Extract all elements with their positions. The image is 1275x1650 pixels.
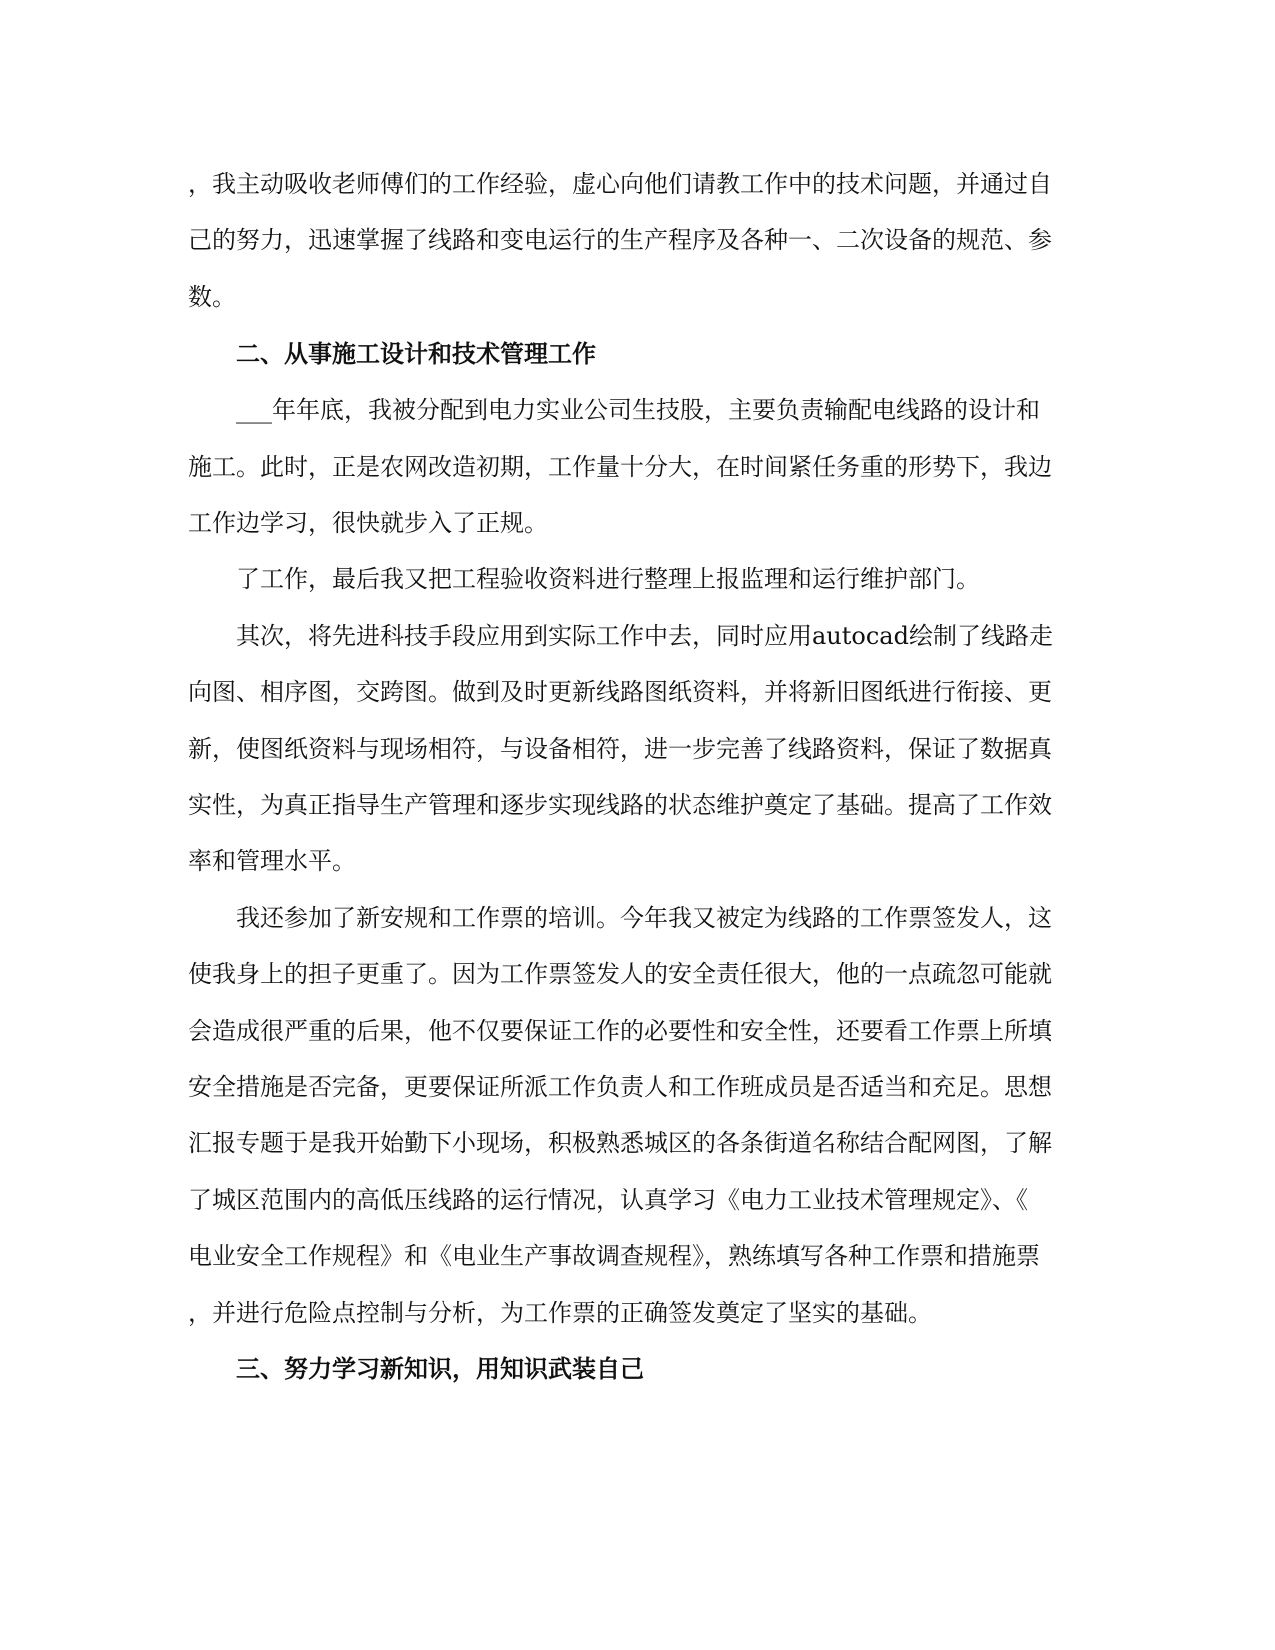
- text-line: 安全措施是否完备，更要保证所派工作负责人和工作班成员是否适当和充足。思想: [188, 1073, 1052, 1101]
- text-line: 向图、相序图，交跨图。做到及时更新线路图纸资料，并将新旧图纸进行衔接、更: [188, 678, 1052, 706]
- text-line: ___年年底，我被分配到电力实业公司生技股，主要负责输配电线路的设计和: [236, 396, 1040, 424]
- text-line: 使我身上的担子更重了。因为工作票签发人的安全责任很大，他的一点疏忽可能就: [188, 960, 1052, 988]
- text-line: 率和管理水平。: [188, 847, 356, 875]
- text-line: 施工。此时，正是农网改造初期，工作量十分大，在时间紧任务重的形势下，我边: [188, 453, 1052, 481]
- text-line: 己的努力，迅速掌握了线路和变电运行的生产程序及各种一、二次设备的规范、参: [188, 226, 1052, 254]
- text-line: 汇报专题于是我开始勤下小现场，积极熟悉城区的各条街道名称结合配网图，了解: [188, 1129, 1052, 1157]
- text-line: ，并进行危险点控制与分析，为工作票的正确签发奠定了坚实的基础。: [188, 1299, 932, 1327]
- section-heading: 三、努力学习新知识，用知识武装自己: [236, 1354, 644, 1383]
- text-line: 数。: [188, 283, 236, 311]
- text-line: 会造成很严重的后果，他不仅要保证工作的必要性和安全性，还要看工作票上所填: [188, 1017, 1052, 1045]
- text-line: 其次，将先进科技手段应用到实际工作中去，同时应用autocad绘制了线路走: [236, 622, 1053, 650]
- section-heading: 二、从事施工设计和技术管理工作: [236, 339, 596, 368]
- text-line: 工作边学习，很快就步入了正规。: [188, 509, 548, 537]
- text-line: ，我主动吸收老师傅们的工作经验，虚心向他们请教工作中的技术问题，并通过自: [188, 170, 1052, 198]
- text-line: 了工作，最后我又把工程验收资料进行整理上报监理和运行维护部门。: [236, 565, 980, 593]
- text-line: 电业安全工作规程》和《电业生产事故调查规程》，熟练填写各种工作票和措施票: [188, 1242, 1040, 1270]
- text-line: 我还参加了新安规和工作票的培训。今年我又被定为线路的工作票签发人，这: [236, 904, 1052, 932]
- text-line: 新，使图纸资料与现场相符，与设备相符，进一步完善了线路资料，保证了数据真: [188, 735, 1052, 763]
- text-line: 了城区范围内的高低压线路的运行情况，认真学习《电力工业技术管理规定》、《: [188, 1186, 1028, 1214]
- text-line: 实性，为真正指导生产管理和逐步实现线路的状态维护奠定了基础。提高了工作效: [188, 791, 1052, 819]
